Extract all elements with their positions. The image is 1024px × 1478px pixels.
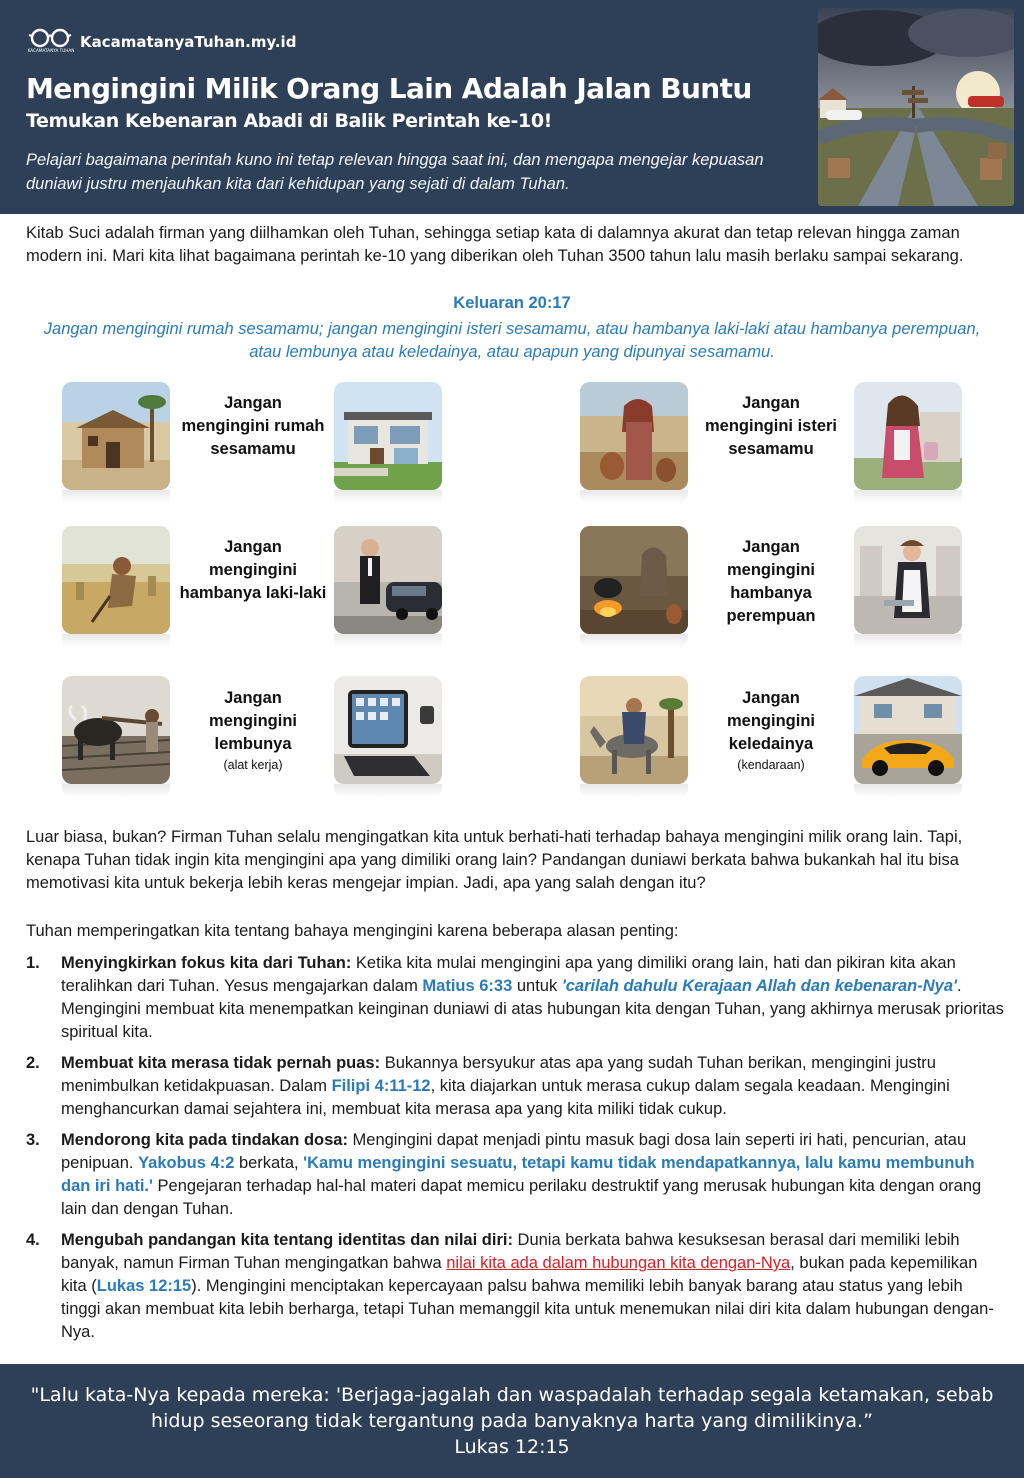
header-banner <box>0 0 1024 214</box>
paragraph-why: Luar biasa, bukan? Firman Tuhan selalu mengingatkan kita untuk berhati-hati terhadap bahaya mengingini milik orang lain. Tapi, kenapa Tuhan tidak ingin kita mengingini apa yang dimiliki orang lain? Pandangan duniawi berkata bahwa bukankah hal itu bisa memotivasi kita untuk bekerja lebih keras mengejar impian. Jadi, apa yang salah dengan itu? <box>26 828 963 892</box>
ox-plowing-image <box>62 676 170 784</box>
modern-house-image <box>334 382 442 490</box>
list-item: 3. Mendorong kita pada tindakan dosa: Mengingini dapat menjadi pintu masuk bagi dosa lain seperti iri hati, pencurian, atau penipuan. Yakobus 4:2 berkata, 'Kamu mengingini sesuatu, tetapi kamu tidak mendapatkannya, lalu kamu membunuh dan iri hati.' Pengejaran terhadap hal-hal materi dapat memicu perilaku destruktif yang merusak hubungan kita dengan orang lain dan dengan Tuhan. <box>26 1131 982 1218</box>
ancient-manservant-image <box>62 526 170 634</box>
scripture-link[interactable]: Filipi 4:11-12 <box>331 1077 431 1095</box>
list-item: 2. Membuat kita merasa tidak pernah puas: Bukannya bersyukur atas apa yang sudah Tuhan berikan, mengingini justru menimbulkan ketidakpuasan. Dalam Filipi 4:11-12, kita diajarkan untuk merasa cukup dalam segala keadaan. Mengingini menghancurkan damai sejahtera ini, membuat kita merasa apa yang kita miliki tidak cukup. <box>26 1054 950 1118</box>
commandment-label-maidservant: Jangan mengingini hambanya perempuan <box>726 538 816 625</box>
page-title: Mengingini Milik Orang Lain Adalah Jalan Buntu <box>26 72 752 105</box>
commandment-note-ox: (alat kerja) <box>223 758 283 772</box>
ancient-maidservant-image <box>580 526 688 634</box>
modern-housekeeper-image <box>854 526 962 634</box>
scripture-link[interactable]: Matius 6:33 <box>422 977 513 995</box>
paragraph-reasons-intro: Tuhan memperingatkan kita tentang bahaya mengingini karena beberapa alasan penting: <box>26 922 679 940</box>
tablet-laptop-image <box>334 676 442 784</box>
glasses-logo-icon <box>26 27 76 57</box>
scripture-link[interactable]: Yakobus 4:2 <box>138 1154 235 1172</box>
sports-car-image <box>854 676 962 784</box>
reflection <box>334 490 442 504</box>
reflection <box>62 490 170 504</box>
ancient-house-image <box>62 382 170 490</box>
footer-reference: Lukas 12:15 <box>454 1436 570 1458</box>
intro-text: Pelajari bagaimana perintah kuno ini tetap relevan hingga saat ini, dan mengapa mengejar kepuasan duniawi justru menjauhkan kita dari kehidupan yang sejati di dalam Tuhan. <box>26 151 764 193</box>
ancient-woman-image <box>580 382 688 490</box>
footer-quote-banner <box>0 1364 1024 1478</box>
highlight-link[interactable]: nilai kita ada dalam hubungan kita dengan-Nya <box>446 1254 791 1272</box>
reflection <box>334 634 442 648</box>
reflection <box>580 634 688 648</box>
reflection <box>854 634 962 648</box>
reasons-list <box>26 952 1006 1352</box>
commandment-label-ox: Jangan mengingini lembunya (alat kerja) <box>178 687 328 774</box>
list-item: 1. Menyingkirkan fokus kita dari Tuhan: Ketika kita mulai mengingini apa yang dimiliki orang lain, hati dan pikiran kita akan teralihkan dari Tuhan. Yesus mengajarkan dalam Matius 6:33 untuk 'carilah dahulu Kerajaan Allah dan kebenaran-Nya'. Mengingini membuat kita menempatkan keinginan duniawi di atas hubungan kita dengan Tuhan, yang akhirnya merusak prioritas spiritual kita. <box>26 954 1004 1041</box>
verse-text: Jangan mengingini rumah sesamamu; jangan mengingini isteri sesamamu, atau hambanya laki-laki atau hambanya perempuan, atau lembunya atau keledainya, atau apapun yang dipunyai sesamamu. <box>43 320 981 361</box>
reflection <box>62 634 170 648</box>
verse-reference: Keluaran 20:17 <box>453 294 571 312</box>
logo-text: KACAMATANYA TUHAN <box>27 48 75 53</box>
modern-woman-image <box>854 382 962 490</box>
intro-paragraph: Kitab Suci adalah firman yang diilhamkan oleh Tuhan, sehingga setiap kata di dalamnya akurat dan tetap relevan hingga zaman modern ini. Mari kita lihat bagaimana perintah ke-10 yang diberikan oleh Tuhan 3500 tahun lalu masih berlaku sampai sekarang. <box>26 224 964 265</box>
page-subtitle: Temukan Kebenaran Abadi di Balik Perintah ke-10! <box>26 110 552 132</box>
reflection <box>854 784 962 798</box>
scripture-link[interactable]: Lukas 12:15 <box>96 1277 192 1295</box>
reflection <box>580 784 688 798</box>
reflection <box>580 490 688 504</box>
modern-chauffeur-image <box>334 526 442 634</box>
brand[interactable] <box>26 27 296 57</box>
footer-quote: "Lalu kata-Nya kepada mereka: 'Berjaga-jagalah dan waspadalah terhadap segala ketamakan, sebab hidup seseorang tidak tergantung pada banyaknya harta yang dimilikinya.” <box>30 1384 994 1432</box>
commandment-label-wife: Jangan mengingini isteri sesamamu <box>704 394 838 458</box>
brand-name[interactable]: KacamatanyaTuhan.my.id <box>80 33 297 51</box>
reflection <box>854 490 962 504</box>
reflection <box>334 784 442 798</box>
crossroads-illustration <box>818 8 1014 206</box>
donkey-rider-image <box>580 676 688 784</box>
commandment-note-donkey: (kendaraan) <box>737 758 805 772</box>
commandment-label-house: Jangan mengingini rumah sesamamu <box>181 394 325 458</box>
reflection <box>62 784 170 798</box>
commandment-label-manservant: Jangan mengingini hambanya laki-laki <box>179 538 327 602</box>
commandment-label-donkey: Jangan mengingini keledainya (kendaraan) <box>696 687 846 774</box>
list-item: 4. Mengubah pandangan kita tentang identitas dan nilai diri: Dunia berkata bahwa kesuksesan berasal dari memiliki lebih banyak, namun Firman Tuhan mengingatkan bahwa nilai kita ada dalam hubungan kita dengan-Nya, bukan pada kepemilikan kita (Lukas 12:15). Mengingini menciptakan kepercayaan palsu bahwa memiliki lebih banyak barang atau status yang lebih tinggi akan membuat kita lebih berharga, tetapi Tuhan memanggil kita untuk menemukan nilai diri kita dalam hubungan dengan-Nya. <box>26 1231 994 1341</box>
